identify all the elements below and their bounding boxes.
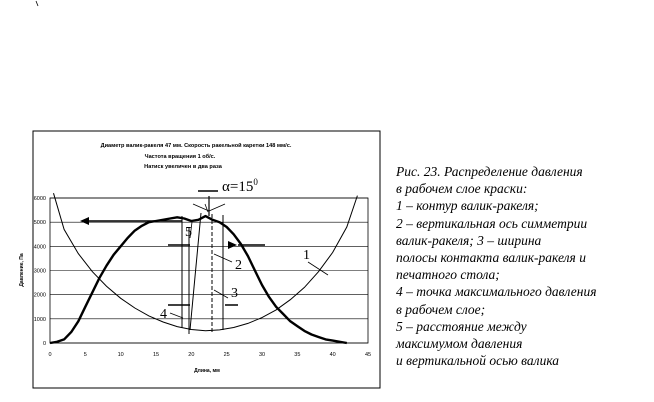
caption-line: Рис. 23. Распределение давления bbox=[396, 164, 583, 179]
caption-line: 2 – вертикальная ось симметрии bbox=[396, 215, 588, 231]
y-tick-label: 0 bbox=[42, 341, 46, 347]
caption-line: 1 – контур валик-ракеля; bbox=[396, 198, 539, 214]
label-4: 4 bbox=[160, 307, 167, 322]
x-tick-label: 5 bbox=[83, 352, 87, 358]
y-axis-label: Давление, Па bbox=[19, 253, 25, 287]
x-tick-label: 25 bbox=[223, 352, 230, 358]
x-tick-label: 20 bbox=[188, 352, 195, 358]
x-tick-label: 30 bbox=[258, 352, 266, 358]
label-5: 5 bbox=[185, 225, 192, 240]
x-tick-label: 45 bbox=[364, 352, 372, 358]
caption-line: в рабочем слое; bbox=[396, 301, 486, 317]
y-tick-label: 5000 bbox=[33, 220, 46, 227]
y-tick-label: 3000 bbox=[33, 268, 46, 275]
chart-title-line-1: Диаметр валик-ракеля 47 мм. Скорость ракельной каретки 148 мм/с. bbox=[100, 143, 292, 149]
caption-line: полосы контакта валик-ракеля и bbox=[396, 250, 586, 266]
chart-title-line-3: Натиск увеличен в два раза bbox=[144, 164, 222, 170]
x-tick-label: 40 bbox=[329, 352, 336, 358]
caption-line: печатного стола; bbox=[396, 267, 500, 283]
label-3: 3 bbox=[231, 286, 238, 301]
caption-line: 5 – расстояние между bbox=[396, 318, 527, 334]
scan-mark bbox=[36, 1, 38, 6]
figure-caption bbox=[396, 163, 652, 369]
caption-line: максимумом давления bbox=[396, 336, 523, 352]
caption-line: и вертикальной осью валика bbox=[396, 353, 560, 369]
angle-label: $\alpha=15^0$ bbox=[222, 177, 258, 195]
chart-title-line-2: Частота вращения 1 об/с. bbox=[144, 154, 216, 160]
x-tick-label: 10 bbox=[117, 352, 124, 358]
x-tick-label: 35 bbox=[294, 352, 301, 358]
x-tick-label: 0 bbox=[48, 352, 52, 358]
y-tick-label: 4000 bbox=[33, 244, 46, 251]
caption-line: 4 – точка максимального давления bbox=[396, 284, 597, 300]
y-tick-label: 2000 bbox=[33, 292, 46, 299]
x-tick-label: 15 bbox=[152, 352, 160, 358]
x-axis-label: Длина, мм bbox=[194, 368, 220, 374]
caption-line: валик-ракеля; 3 – ширина bbox=[396, 232, 542, 248]
y-tick-label: 6000 bbox=[33, 196, 46, 202]
y-tick-label: 1000 bbox=[33, 316, 46, 323]
label-1: 1 bbox=[303, 248, 310, 263]
label-2: 2 bbox=[235, 258, 242, 273]
caption-line: в рабочем слое краски: bbox=[396, 181, 528, 197]
